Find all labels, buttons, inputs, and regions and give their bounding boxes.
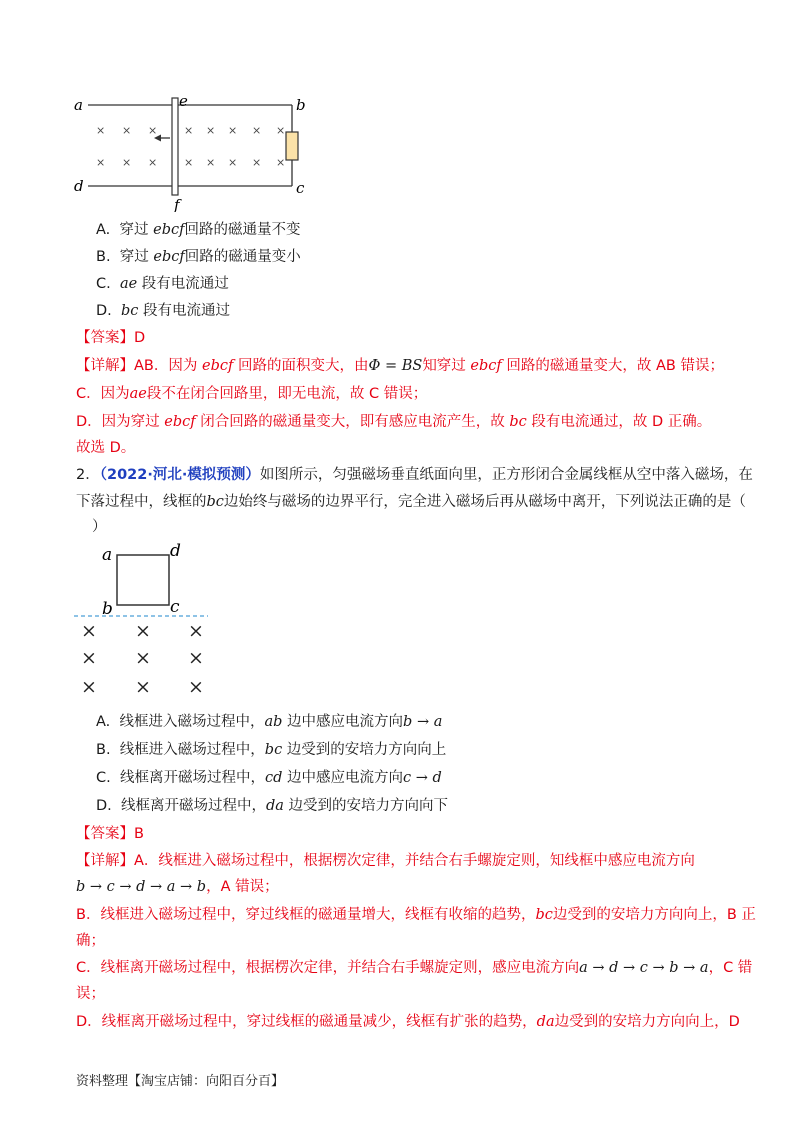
q2-number: 2． xyxy=(76,467,100,483)
q2-option-b[interactable]: B. 线框进入磁场过程中，bc 边受到的安培力方向向上 xyxy=(96,742,447,758)
label-b: b xyxy=(102,599,113,619)
svg-text:×: × xyxy=(184,156,194,169)
q2-option-c[interactable]: C. 线框离开磁场过程中，cd 边中感应电流方向c → d xyxy=(96,770,442,786)
q2-detail-line-1: 【详解】A．线框进入磁场过程中，根据楞次定律，并结合右手螺旋定则，知线框中感应电流方向 xyxy=(76,853,695,869)
label-e: e xyxy=(179,92,188,110)
magnetic-field-crosses xyxy=(81,620,204,698)
q1-answer: 【答案】D xyxy=(76,330,146,346)
q1-detail-line-4: 故选 D。 xyxy=(76,440,136,456)
q1-option-d[interactable]: D. bc 段有电流通过 xyxy=(96,303,231,319)
q1-detail-line-1: 【详解】AB．因为 ebcf 回路的面积变大，由Φ = BS知穿过 ebcf 回路的磁通量变大，故 AB 错误； xyxy=(76,358,724,374)
svg-text:×: × xyxy=(228,156,238,169)
svg-text:×: × xyxy=(135,676,151,698)
svg-text:×: × xyxy=(122,156,132,169)
svg-text:×: × xyxy=(188,620,204,642)
q2-detail-line-7: D．线框离开磁场过程中，穿过线框的磁通量减少，线框有扩张的趋势，da边受到的安培力方向向上，D xyxy=(76,1014,740,1030)
q2-option-a[interactable]: A. 线框进入磁场过程中，ab 边中感应电流方向b → a xyxy=(96,714,443,730)
label-b: b xyxy=(296,96,306,114)
label-d: d xyxy=(74,177,84,195)
label-a: a xyxy=(74,96,83,114)
svg-text:×: × xyxy=(135,620,151,642)
q2-detail-line-6: 误； xyxy=(76,986,105,1002)
q2-source: （2022·河北·模拟预测） xyxy=(99,467,260,483)
q2-stem-line-1: 2．（2022·河北·模拟预测）如图所示，匀强磁场垂直纸面向里，正方形闭合金属线框从空中落入磁场，在 xyxy=(76,467,753,483)
svg-text:×: × xyxy=(206,156,216,169)
q2-frame-figure xyxy=(72,540,222,700)
resistor xyxy=(286,132,298,160)
svg-text:×: × xyxy=(188,647,204,669)
svg-text:×: × xyxy=(252,124,262,137)
svg-text:×: × xyxy=(135,647,151,669)
svg-text:×: × xyxy=(122,124,132,137)
q1-detail-line-3: D．因为穿过 ebcf 闭合回路的磁通量变大，即有感应电流产生，故 bc 段有电流通过，故 D 正确。 xyxy=(76,414,712,430)
svg-text:×: × xyxy=(276,156,286,169)
q2-stem-line-3: ） xyxy=(92,519,107,535)
label-c: c xyxy=(170,597,180,617)
page-footer: 资料整理【淘宝店铺：向阳百分百】 xyxy=(76,1074,285,1089)
q1-option-b[interactable]: B. 穿过 ebcf回路的磁通量变小 xyxy=(96,249,301,265)
svg-text:×: × xyxy=(96,124,106,137)
label-a: a xyxy=(102,545,113,565)
q1-option-a[interactable]: A. 穿过 ebcf回路的磁通量不变 xyxy=(96,222,301,238)
svg-text:×: × xyxy=(206,124,216,137)
svg-text:×: × xyxy=(188,676,204,698)
q1-circuit-figure xyxy=(70,92,320,212)
svg-text:×: × xyxy=(148,156,158,169)
sliding-rod xyxy=(172,98,178,195)
q2-detail-line-4: 确； xyxy=(76,933,105,949)
q2-detail-line-3: B．线框进入磁场过程中，穿过线框的磁通量增大，线框有收缩的趋势，bc边受到的安培力方向向上，B 正 xyxy=(76,907,756,923)
q2-detail-line-5: C．线框离开磁场过程中，根据楞次定律，并结合右手螺旋定则，感应电流方向a → d → c → b → a，C 错 xyxy=(76,960,753,976)
q2-option-d[interactable]: D. 线框离开磁场过程中，da 边受到的安培力方向向下 xyxy=(96,798,449,814)
svg-text:×: × xyxy=(81,676,97,698)
svg-text:×: × xyxy=(96,156,106,169)
q2-answer: 【答案】B xyxy=(76,826,144,842)
magnetic-field-crosses xyxy=(96,124,285,169)
svg-text:×: × xyxy=(228,124,238,137)
q1-option-c[interactable]: C. ae 段有电流通过 xyxy=(96,276,229,292)
svg-text:×: × xyxy=(184,124,194,137)
q1-detail-line-2: C．因为ae段不在闭合回路里，即无电流，故 C 错误； xyxy=(76,386,428,402)
label-c: c xyxy=(296,179,305,197)
square-frame xyxy=(117,555,169,605)
label-f: f xyxy=(174,196,180,212)
svg-text:×: × xyxy=(81,620,97,642)
svg-text:×: × xyxy=(276,124,286,137)
svg-text:×: × xyxy=(81,647,97,669)
label-d: d xyxy=(170,541,181,561)
q2-stem-line-2: 下落过程中，线框的bc边始终与磁场的边界平行，完全进入磁场后再从磁场中离开，下列说法正确的是（ xyxy=(76,494,746,510)
svg-text:×: × xyxy=(148,124,158,137)
q2-detail-line-2: b → c → d → a → b，A 错误； xyxy=(76,879,279,895)
svg-text:×: × xyxy=(252,156,262,169)
